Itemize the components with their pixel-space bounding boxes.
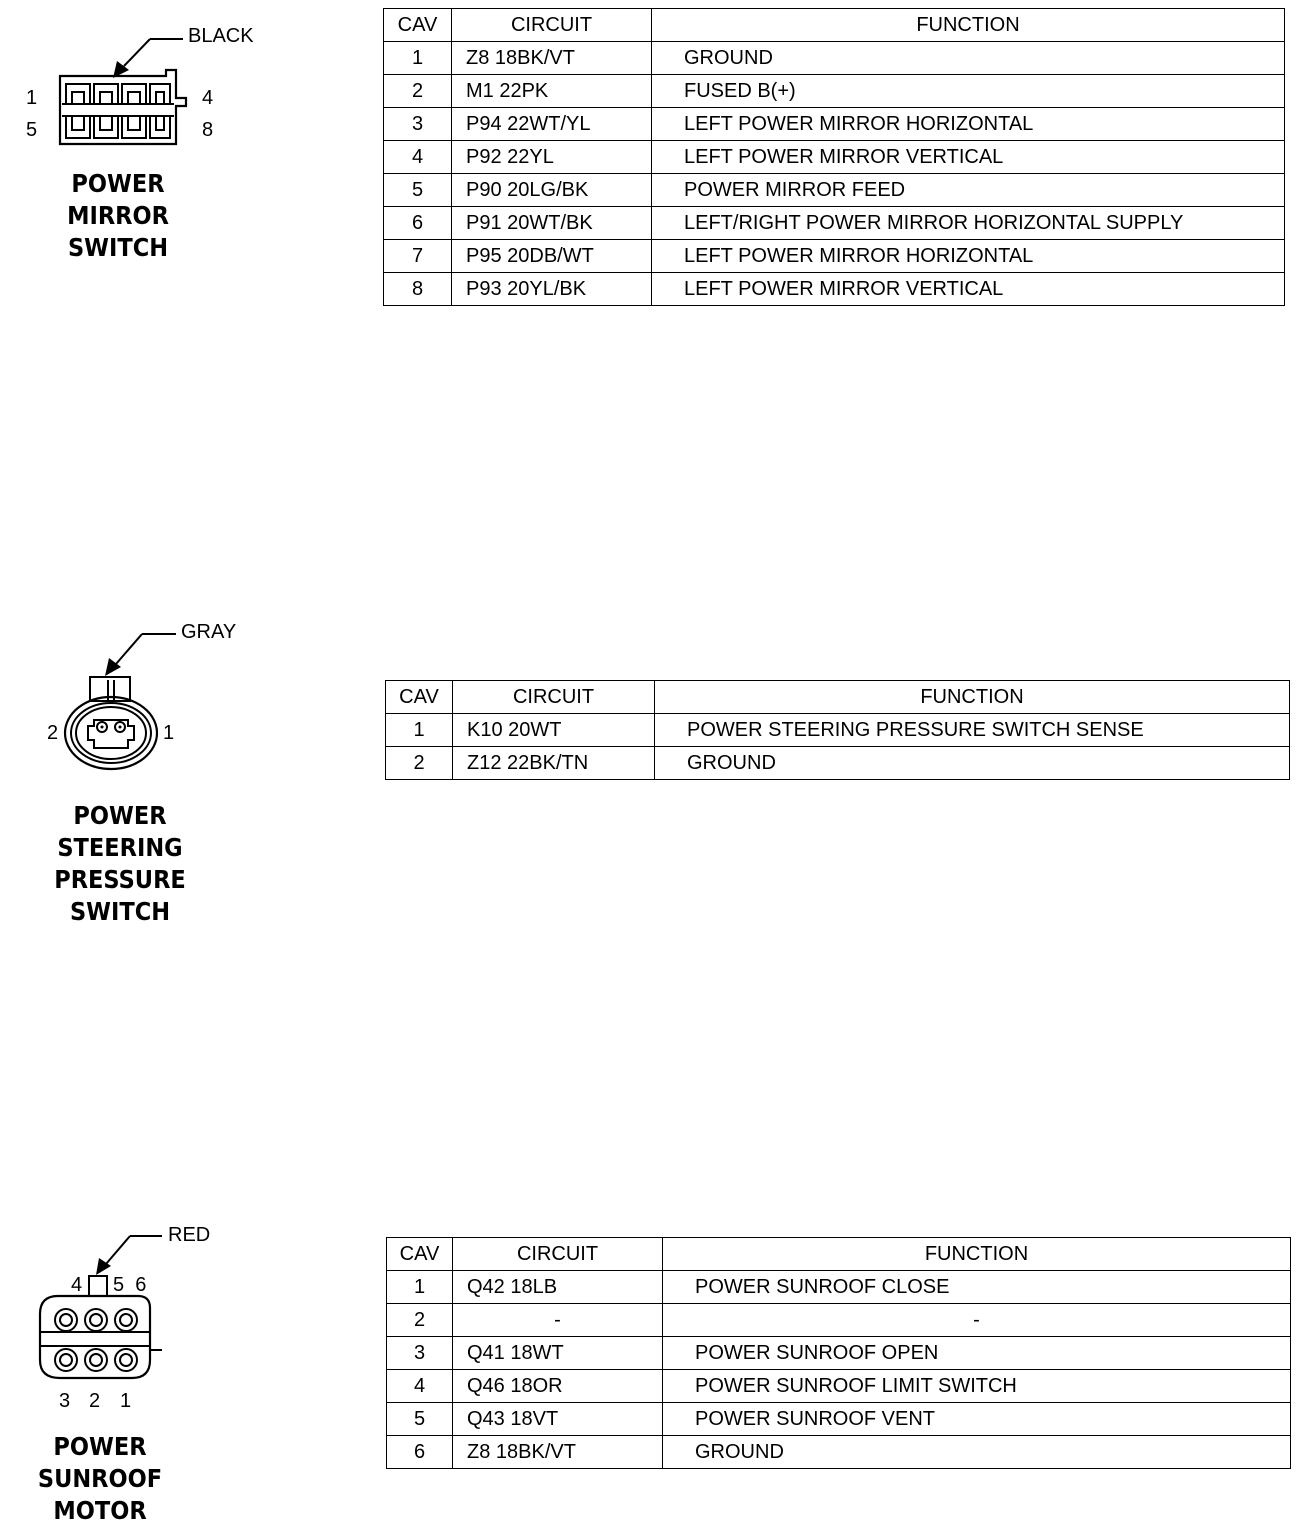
table-row — [384, 75, 1285, 108]
cell-cav: 1 — [387, 1271, 453, 1304]
cell-function: LEFT POWER MIRROR VERTICAL — [652, 141, 1285, 174]
cell-function: GROUND — [652, 42, 1285, 75]
header-cav: CAV — [387, 1238, 453, 1271]
cell-function: LEFT POWER MIRROR HORIZONTAL — [652, 240, 1285, 273]
table-header-row — [384, 9, 1285, 42]
cell-circuit: - — [453, 1304, 663, 1337]
header-circuit: CIRCUIT — [453, 681, 655, 714]
pin-label: 4 — [71, 1274, 83, 1296]
connector-title-line: PRESSURE SWITCH — [54, 865, 186, 926]
table-row — [384, 207, 1285, 240]
pin-label: 4 — [202, 87, 214, 109]
wire-color-label: RED — [168, 1224, 211, 1246]
cell-function: - — [663, 1304, 1291, 1337]
header-function: FUNCTION — [663, 1238, 1291, 1271]
pinout-table — [386, 1237, 1291, 1469]
table-row — [384, 174, 1285, 207]
cell-function: FUSED B(+) — [652, 75, 1285, 108]
pin-label: 5 6 — [113, 1274, 147, 1296]
wire-color-label: GRAY — [181, 621, 237, 643]
table-row — [387, 1370, 1291, 1403]
cell-cav: 3 — [384, 108, 452, 141]
table-header-row — [386, 681, 1290, 714]
cell-cav: 2 — [386, 747, 453, 780]
pin-label: 3 — [59, 1390, 71, 1412]
connector-title — [28, 1431, 172, 1527]
pin-label: 2 — [47, 722, 59, 744]
pin-label: 8 — [202, 119, 214, 141]
pin-label: 1 — [120, 1390, 132, 1412]
cell-circuit: P90 20LG/BK — [452, 174, 652, 207]
table-row — [387, 1337, 1291, 1370]
pinout-table — [383, 8, 1285, 306]
connector-title-line: MOTOR — [53, 1496, 147, 1525]
cell-circuit: Z12 22BK/TN — [453, 747, 655, 780]
cell-cav: 2 — [384, 75, 452, 108]
connector-diagram-sunroof-motor — [0, 1210, 330, 1410]
cell-circuit: Q46 18OR — [453, 1370, 663, 1403]
pinout-table — [385, 680, 1290, 780]
cell-circuit: Z8 18BK/VT — [452, 42, 652, 75]
pin-label: 5 — [26, 119, 38, 141]
table-row — [387, 1304, 1291, 1337]
connector-title-line: POWER STEERING — [57, 801, 183, 862]
table-row — [384, 42, 1285, 75]
cell-cav: 8 — [384, 273, 452, 306]
table-row — [387, 1403, 1291, 1436]
cell-cav: 4 — [384, 141, 452, 174]
cell-cav: 1 — [384, 42, 452, 75]
cell-circuit: P94 22WT/YL — [452, 108, 652, 141]
cell-function: POWER SUNROOF OPEN — [663, 1337, 1291, 1370]
table-row — [384, 141, 1285, 174]
cell-function: LEFT/RIGHT POWER MIRROR HORIZONTAL SUPPLY — [652, 207, 1285, 240]
cell-circuit: K10 20WT — [453, 714, 655, 747]
cell-circuit: P92 22YL — [452, 141, 652, 174]
connector-title-line: POWER MIRROR — [67, 169, 169, 230]
cell-cav: 4 — [387, 1370, 453, 1403]
cell-circuit: Q41 18WT — [453, 1337, 663, 1370]
cell-cav: 1 — [386, 714, 453, 747]
cell-function: POWER STEERING PRESSURE SWITCH SENSE — [655, 714, 1290, 747]
cell-function: POWER MIRROR FEED — [652, 174, 1285, 207]
cell-circuit: P95 20DB/WT — [452, 240, 652, 273]
cell-cav: 7 — [384, 240, 452, 273]
table-header-row — [387, 1238, 1291, 1271]
cell-function: POWER SUNROOF CLOSE — [663, 1271, 1291, 1304]
cell-function: POWER SUNROOF VENT — [663, 1403, 1291, 1436]
table-row — [386, 714, 1290, 747]
cell-circuit: Q43 18VT — [453, 1403, 663, 1436]
cell-circuit: P93 20YL/BK — [452, 273, 652, 306]
connector-title-line: SWITCH — [67, 233, 169, 262]
pin-label: 2 — [89, 1390, 101, 1412]
header-function: FUNCTION — [652, 9, 1285, 42]
table-row — [387, 1436, 1291, 1469]
header-cav: CAV — [386, 681, 453, 714]
connector-title — [19, 168, 217, 264]
cell-cav: 5 — [384, 174, 452, 207]
cell-function: GROUND — [655, 747, 1290, 780]
cell-function: LEFT POWER MIRROR VERTICAL — [652, 273, 1285, 306]
cell-cav: 6 — [387, 1436, 453, 1469]
connector-title-line: SUNROOF — [37, 1464, 163, 1493]
table-row — [386, 747, 1290, 780]
cell-circuit: P91 20WT/BK — [452, 207, 652, 240]
connector-title-line: POWER — [53, 1432, 147, 1461]
header-cav: CAV — [384, 9, 452, 42]
pin-label: 1 — [26, 87, 38, 109]
cell-cav: 5 — [387, 1403, 453, 1436]
cell-function: LEFT POWER MIRROR HORIZONTAL — [652, 108, 1285, 141]
cell-cav: 6 — [384, 207, 452, 240]
table-row — [384, 108, 1285, 141]
cell-cav: 2 — [387, 1304, 453, 1337]
header-function: FUNCTION — [655, 681, 1290, 714]
cell-cav: 3 — [387, 1337, 453, 1370]
table-row — [384, 240, 1285, 273]
wire-color-label: BLACK — [188, 25, 254, 47]
table-row — [384, 273, 1285, 306]
cell-function: GROUND — [663, 1436, 1291, 1469]
cell-circuit: Q42 18LB — [453, 1271, 663, 1304]
connector-diagram-steering-switch — [0, 600, 330, 800]
cell-circuit: M1 22PK — [452, 75, 652, 108]
cell-function: POWER SUNROOF LIMIT SWITCH — [663, 1370, 1291, 1403]
connector-title — [12, 800, 228, 928]
pin-label: 1 — [163, 722, 175, 744]
header-circuit: CIRCUIT — [453, 1238, 663, 1271]
table-row — [387, 1271, 1291, 1304]
header-circuit: CIRCUIT — [452, 9, 652, 42]
cell-circuit: Z8 18BK/VT — [453, 1436, 663, 1469]
